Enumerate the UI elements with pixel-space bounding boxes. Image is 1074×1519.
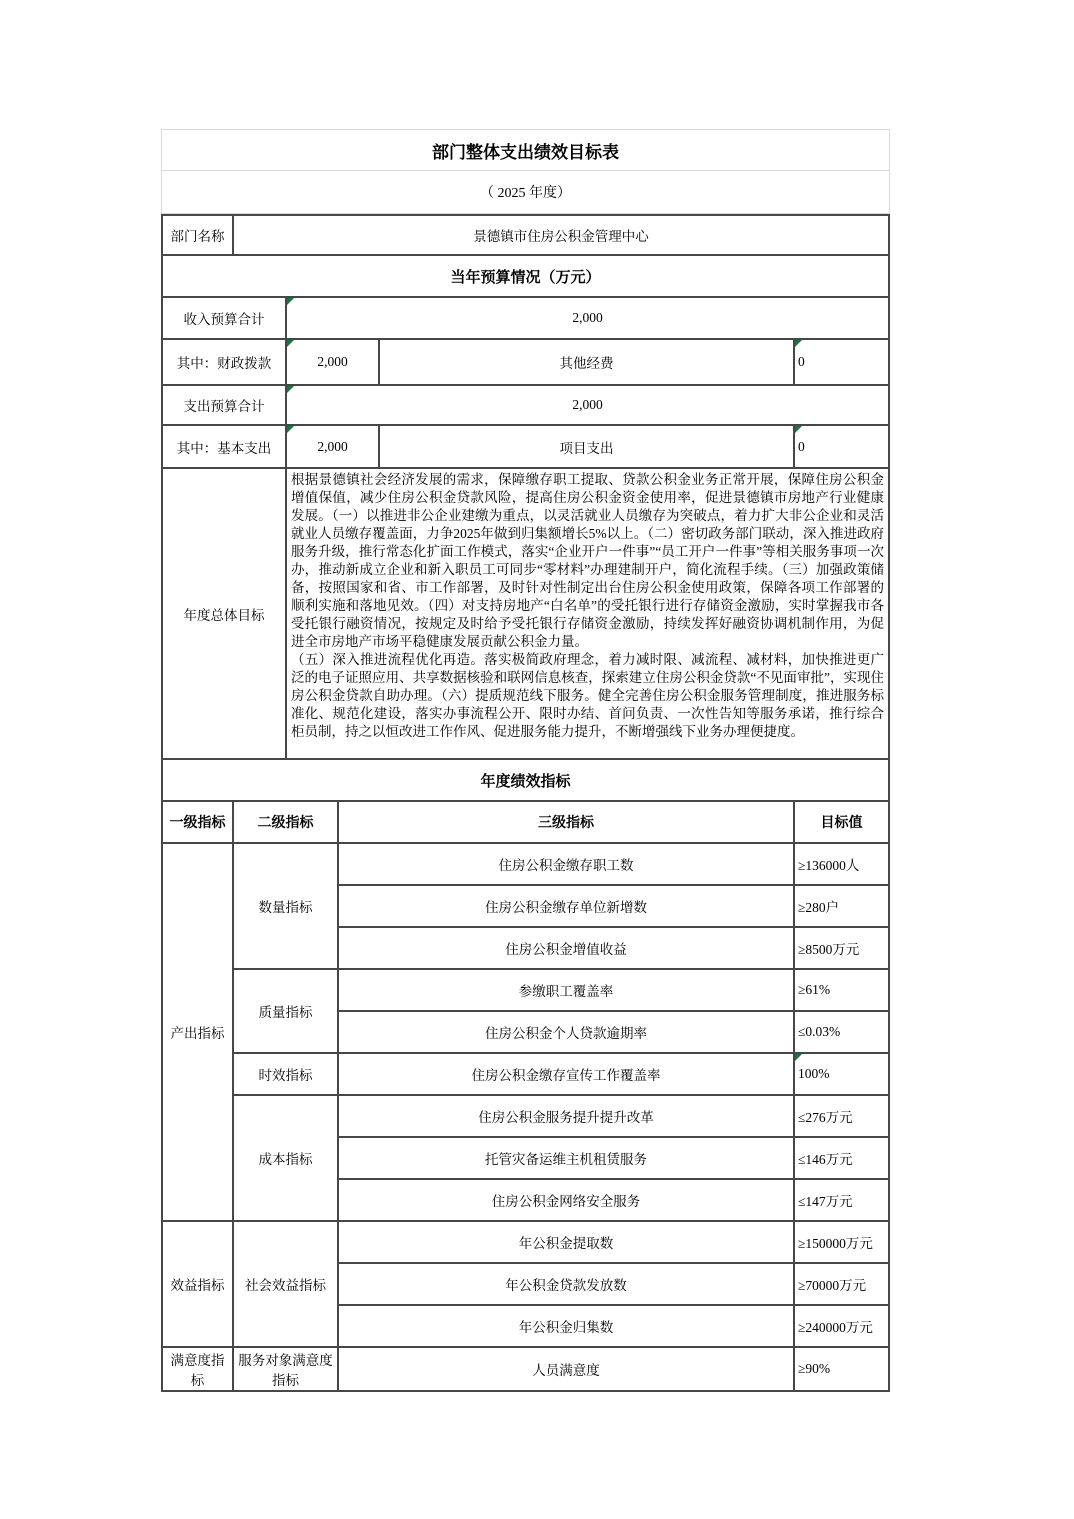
table-row [162, 1053, 889, 1095]
indicator-name: 住房公积金增值收益 [338, 927, 794, 969]
cell-flag-triangle [795, 340, 802, 347]
indicator-target: ≤146万元 [794, 1137, 889, 1179]
indicator-name: 住房公积金网络安全服务 [338, 1179, 794, 1221]
indicator-target: ≥136000人 [794, 843, 889, 885]
basic-expense-label: 其中：基本支出 [162, 425, 286, 468]
indicator-name: 人员满意度 [338, 1347, 794, 1391]
indicator-target: ≥240000万元 [794, 1305, 889, 1347]
indicator-target: ≤276万元 [794, 1095, 889, 1137]
indicator-target: ≥61% [794, 969, 889, 1011]
income-total-label: 收入预算合计 [162, 297, 286, 339]
indicator-target: ≤0.03% [794, 1011, 889, 1053]
col-header-level2: 二级指标 [233, 801, 338, 843]
level2-cost: 成本指标 [233, 1095, 338, 1221]
department-name: 景德镇市住房公积金管理中心 [233, 215, 889, 255]
department-label: 部门名称 [162, 215, 233, 255]
main-table [161, 214, 890, 1392]
title-block [161, 129, 890, 214]
page-title: 部门整体支出绩效目标表 [162, 130, 890, 171]
level1-satisfaction: 满意度指标 [162, 1347, 233, 1391]
cell-flag-triangle [795, 1054, 802, 1061]
indicators-section-header: 年度绩效指标 [162, 759, 889, 801]
indicator-target: ≥90% [794, 1347, 889, 1391]
indicator-target: ≤147万元 [794, 1179, 889, 1221]
indicator-target: ≥150000万元 [794, 1221, 889, 1263]
annual-goal-paragraph-1: 根据景德镇社会经济发展的需求，保障缴存职工提取、贷款公积金业务正常开展，保障住房公积金增值保值，减少住房公积金贷款风险，提高住房公积金资金使用率，促进景德镇市房地产行业健康发展。（一）以推进非公企业建缴为重点，以灵活就业人员缴存为突破点，着力扩大非公企业和灵活就业人员缴存覆盖面，力争2025年做到归集额增长5%以上。（二）密切政务部门联动，深入推进政府服务升级，推行常态化扩面工作模式，落实“企业开户一件事”“员工开户一件事”等相关服务事项一次办，推动新成立企业和新入职员工可同步“零材料”办理建制开户，简化流程手续。（三）加强政策储备，按照国家和省、市工作部署，及时针对性制定出台住房公积金使用政策，保障各项工作部署的顺利实施和落地见效。（四）对支持房地产“白名单”的受托银行进行存储资金激励，实时掌握我市各受托银行融资情况，按规定及时给予受托银行存储资金激励，持续发挥好融资协调机制作用，为促进全市房地产市场平稳健康发展贡献公积金力量。 [291, 472, 885, 649]
level2-social-benefit: 社会效益指标 [233, 1221, 338, 1347]
annual-goal-label: 年度总体目标 [162, 468, 286, 759]
fiscal-year: （ 2025 年度） [162, 171, 890, 214]
indicator-name: 年公积金贷款发放数 [338, 1263, 794, 1305]
cell-flag-triangle [795, 426, 802, 433]
level2-quality: 质量指标 [233, 969, 338, 1053]
table-row [162, 1221, 889, 1263]
table-row [162, 843, 889, 885]
performance-target-sheet [161, 129, 890, 1392]
project-expense-label: 项目支出 [379, 425, 794, 468]
fiscal-allocation-label: 其中：财政拨款 [162, 339, 286, 385]
col-header-level3: 三级指标 [338, 801, 794, 843]
indicator-name: 住房公积金缴存职工数 [338, 843, 794, 885]
indicator-name: 参缴职工覆盖率 [338, 969, 794, 1011]
indicator-name: 住房公积金服务提升提升改革 [338, 1095, 794, 1137]
level1-output: 产出指标 [162, 843, 233, 1221]
income-total-value: 2,000 [286, 297, 889, 339]
cell-flag-triangle [287, 426, 294, 433]
cell-flag-triangle [287, 386, 294, 393]
annual-goal-text [286, 468, 889, 759]
expense-total-label: 支出预算合计 [162, 385, 286, 425]
level2-service-satisfaction: 服务对象满意度指标 [233, 1347, 338, 1391]
col-header-target: 目标值 [794, 801, 889, 843]
indicator-target: 100% [794, 1053, 889, 1095]
fiscal-allocation-value: 2,000 [286, 339, 379, 385]
annual-goal-paragraph-2: （五）深入推进流程优化再造。落实极简政府理念，着力减时限、减流程、减材料，加快推进更广泛的电子证照应用、共享数据核验和联网信息核查，探索建立住房公积金贷款“不见面审批”，实现住房公积金贷款自助办理。（六）提质规范线下服务。健全完善住房公积金服务管理制度，推进服务标准化、规范化建设，落实办事流程公开、限时办结、首问负责、一次性告知等服务承诺，推行综合柜员制，持之以恒改进工作作风、促进服务能力提升，不断增强线下业务办理便捷度。 [291, 652, 885, 739]
indicator-name: 住房公积金缴存宣传工作覆盖率 [338, 1053, 794, 1095]
indicator-name: 年公积金提取数 [338, 1221, 794, 1263]
indicator-target: ≥8500万元 [794, 927, 889, 969]
indicator-target: ≥70000万元 [794, 1263, 889, 1305]
indicator-name: 住房公积金缴存单位新增数 [338, 885, 794, 927]
table-row [162, 1095, 889, 1137]
cell-flag-triangle [287, 340, 294, 347]
indicator-target: ≥280户 [794, 885, 889, 927]
basic-expense-value: 2,000 [286, 425, 379, 468]
other-funds-label: 其他经费 [379, 339, 794, 385]
table-row [162, 969, 889, 1011]
cell-flag-triangle [287, 298, 294, 305]
expense-total-value: 2,000 [286, 385, 889, 425]
indicator-name: 托管灾备运维主机租赁服务 [338, 1137, 794, 1179]
project-expense-value: 0 [794, 425, 889, 468]
col-header-level1: 一级指标 [162, 801, 233, 843]
indicator-name: 年公积金归集数 [338, 1305, 794, 1347]
level2-timeliness: 时效指标 [233, 1053, 338, 1095]
table-row [162, 1347, 889, 1391]
indicator-name: 住房公积金个人贷款逾期率 [338, 1011, 794, 1053]
level2-quantity: 数量指标 [233, 843, 338, 969]
budget-section-header: 当年预算情况（万元） [162, 255, 889, 297]
other-funds-value: 0 [794, 339, 889, 385]
level1-benefit: 效益指标 [162, 1221, 233, 1347]
